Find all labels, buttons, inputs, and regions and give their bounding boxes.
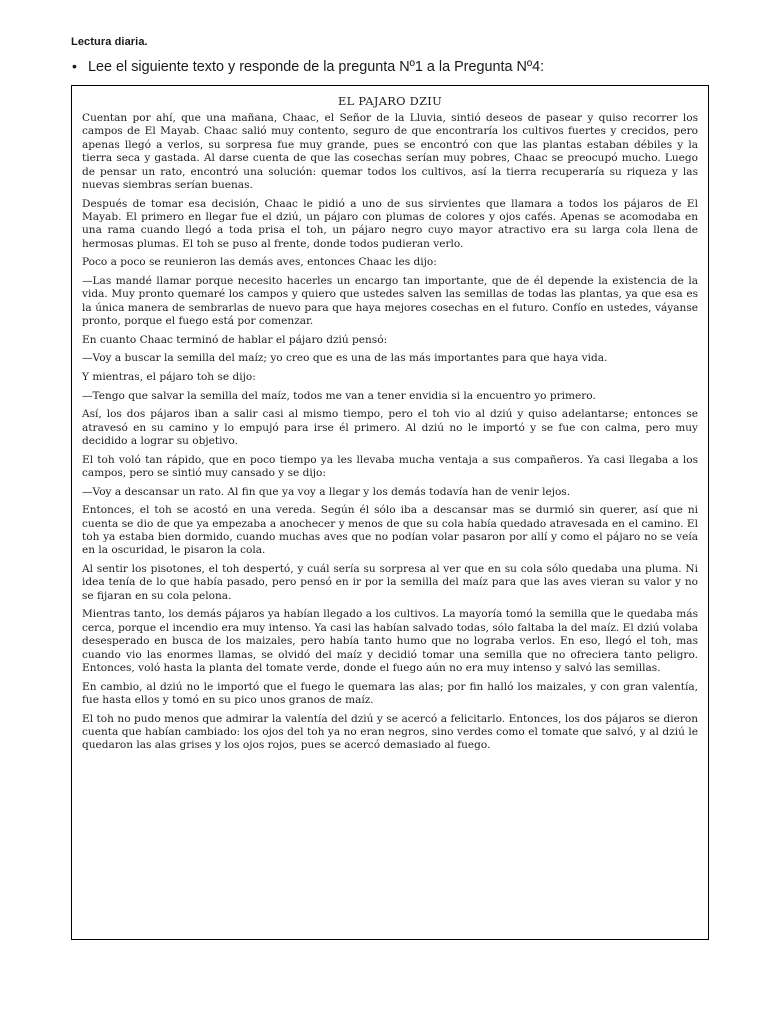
instruction-line xyxy=(72,58,544,75)
worksheet-section-label: Lectura diaria. xyxy=(71,36,148,48)
paragraph: Después de tomar esa decisión, Chaac le pidió a uno de sus sirvientes que llamara a todos los pájaros de El Mayab. El primero en llegar fue el dziú, un pájaro con plumas de colores y ojos cafés. Apenas se acomodaba en una rama cuando llegó a toda prisa el toh, un pájaro negro cuyo mayor atractivo era su larga cola llena de hermosas plumas. El toh se puso al frente, donde todos pudieran verlo. xyxy=(82,197,698,250)
instruction-text: Lee el siguiente texto y responde de la pregunta Nº1 a la Pregunta Nº4: xyxy=(88,59,545,75)
dialogue-paragraph: —Voy a descansar un rato. Al fin que ya voy a llegar y los demás todavía han de venir lejos. xyxy=(82,485,571,498)
paragraph: Entonces, el toh se acostó en una vereda. Según él sólo iba a descansar mas se durmió sin querer, así que ni cuenta se dio de que ya empezaba a anochecer y menos de que su cola había quedado atravesada en el camino. El toh ya estaba bien dormido, cuando muchas aves que no podían volar pasaron por allí y como el pájaro no se veía en la oscuridad, le pisaron la cola. xyxy=(82,504,698,557)
dialogue-paragraph: —Voy a buscar la semilla del maíz; yo creo que es una de las más importantes para que haya vida. xyxy=(82,352,608,365)
paragraph: Poco a poco se reunieron las demás aves, entonces Chaac les dijo: xyxy=(82,256,437,269)
reading-box xyxy=(71,85,709,940)
paragraph: Y mientras, el pájaro toh se dijo: xyxy=(82,371,256,384)
reading-title: EL PAJARO DZIU xyxy=(337,94,443,108)
paragraph: Al sentir los pisotones, el toh despertó, y cuál sería su sorpresa al ver que en su cola sólo quedaba una pluma. Ni idea tenía de lo que había pasado, pero pensó en ir por la semilla del maíz para que las aves vieran su valor y no se fijaran en su cola pelona. xyxy=(82,563,698,602)
paragraph: El toh voló tan rápido, que en poco tiempo ya les llevaba mucha ventaja a sus compañeros. Ya casi llegaba a los campos, pero se sintió muy cansado y se dijo: xyxy=(82,453,698,480)
dialogue-paragraph: —Tengo que salvar la semilla del maíz, todos me van a tener envidia si la encuentro yo primero. xyxy=(82,389,596,402)
paragraph: Mientras tanto, los demás pájaros ya habían llegado a los cultivos. La mayoría tomó la semilla que le quedaba más cerca, porque el incendio era muy intenso. Ya casi las habían salvado todas, sólo faltaba la del maíz. El dziú volaba desesperado en busca de los maizales, pero había tanto humo que no lograba verlos. En eso, llegó el toh, mas cuando vio las enormes llamas, se olvidó del maíz y decidió tomar una semilla que no ofreciera tanto peligro. Entonces, voló hasta la planta del tomate verde, donde el fuego aún no era muy intenso y salvó las semillas. xyxy=(82,608,698,675)
dialogue-paragraph: —Las mandé llamar porque necesito hacerles un encargo tan importante, que de él depende la existencia de la vida. Muy pronto quemaré los campos y quiero que ustedes salven las semillas de todas las plantas, ya que esa es la única manera de sembrarlas de nuevo para que haya mejores cosechas en el futuro. Confío en ustedes, váyanse pronto, porque el fuego está por comenzar. xyxy=(82,275,698,328)
paragraph: Así, los dos pájaros iban a salir casi al mismo tiempo, pero el toh vio al dziú y quiso adelantarse; entonces se atravesó en su camino y lo empujó para irse él primero. Al dziú no le importó y se fue con calma, pero muy decidido a lograr su objetivo. xyxy=(82,408,698,448)
paragraph: En cuanto Chaac terminó de hablar el pájaro dziú pensó: xyxy=(82,333,388,346)
paragraph: El toh no pudo menos que admirar la valentía del dziú y se acercó a felicitarlo. Entonces, los dos pájaros se dieron cuenta que habían cambiado: los ojos del toh ya no eran negros, sino verdes como el tomate que salvó, y al dziú le quedaron las alas grises y los ojos rojos, pues se acercó demasiado al fuego. xyxy=(82,712,698,752)
bullet-icon: • xyxy=(72,58,77,74)
paragraph: Cuentan por ahí, que una mañana, Chaac, el Señor de la Lluvia, sintió deseos de pasear y quiso recorrer los campos de El Mayab. Chaac salió muy contento, seguro de que encontraría los cultivos fuertes y crecidos, pero apenas llegó a verlos, su sorpresa fue muy grande, pues se encontró con que las plantas estaban débiles y la tierra seca y gastada. Al darse cuenta de que las cosechas serían muy pobres, Chaac se preocupó mucho. Luego de pensar un rato, encontró una solución: quemar todos los cultivos, así la tierra recuperaría su riqueza y las nuevas siembras serían buenas. xyxy=(82,112,698,192)
paragraph: En cambio, al dziú no le importó que el fuego le quemara las alas; por fin halló los maizales, y con gran valentía, fue hasta ellos y tomó en su pico unos granos de maíz. xyxy=(82,680,698,707)
